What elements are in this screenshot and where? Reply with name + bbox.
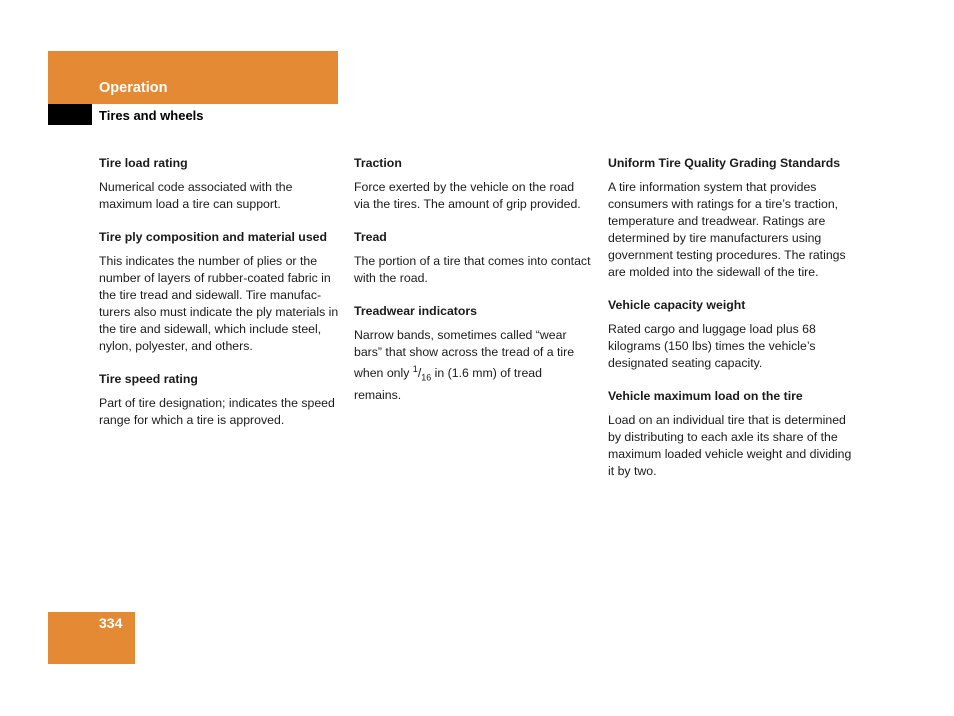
definition-text: in (1.6 mm) of tread remains. (354, 366, 542, 402)
term-heading: Vehicle capacity weight (608, 298, 746, 312)
term-definition: Force exerted by the vehicle on the road via the tires. The amount of grip provided. (354, 180, 581, 211)
term-heading: Treadwear indicators (354, 304, 478, 318)
fraction-numerator: 1 (412, 364, 418, 374)
term-definition: The portion of a tire that comes into contact with the road. (354, 254, 591, 285)
glossary-column-1 (99, 155, 341, 445)
term-heading: Tire speed rating (99, 372, 198, 386)
section-title: Operation (99, 80, 168, 96)
term-heading: Tire ply composition and material used (99, 230, 328, 244)
term-definition: Part of tire designation; indicates the speed range for which a tire is approved. (99, 396, 335, 427)
term-heading: Uniform Tire Quality Grading Standards (608, 156, 841, 170)
term-heading: Vehicle maximum load on the tire (608, 389, 803, 403)
header-bar (48, 51, 338, 104)
definition-text: Narrow bands, sometimes called “wear bars” that show across the tread of a tire when only (354, 328, 575, 381)
glossary-column-2 (354, 155, 592, 420)
page-number: 334 (99, 615, 123, 631)
glossary-column-3 (608, 155, 852, 496)
fraction-denominator: 16 (421, 372, 432, 383)
term-definition: This indicates the number of plies or the number of layers of rubber-coated fabric in the tire tread and sidewall. Tire manufacturers also must indicate the ply materials in the tire and sidewall, which include steel, nylon, polyester, and others. (99, 254, 339, 353)
term-definition: Rated cargo and luggage load plus 68 kilograms (150 lbs) times the vehicle’s designated seating capacity. (608, 322, 816, 370)
fraction (412, 364, 432, 383)
term-definition: A tire information system that provides consumers with ratings for a tire’s traction, temperature and treadwear. Ratings are determined by tire manufacturers using government testing procedures. The ratings are molded into the sidewall of the tire. (608, 180, 846, 279)
term-heading: Tire load rating (99, 156, 188, 170)
term-definition: Load on an individual tire that is determined by distributing to each axle its share of the maximum loaded vehicle weight and dividing it by two. (608, 413, 852, 478)
term-definition (354, 327, 592, 404)
subsection-title: Tires and wheels (99, 108, 204, 123)
term-definition: Numerical code associated with the maximum load a tire can support. (99, 180, 293, 211)
term-heading: Traction (354, 156, 402, 170)
term-heading: Tread (354, 230, 387, 244)
fraction-slash: / (417, 366, 422, 381)
section-tab-marker (48, 104, 92, 125)
